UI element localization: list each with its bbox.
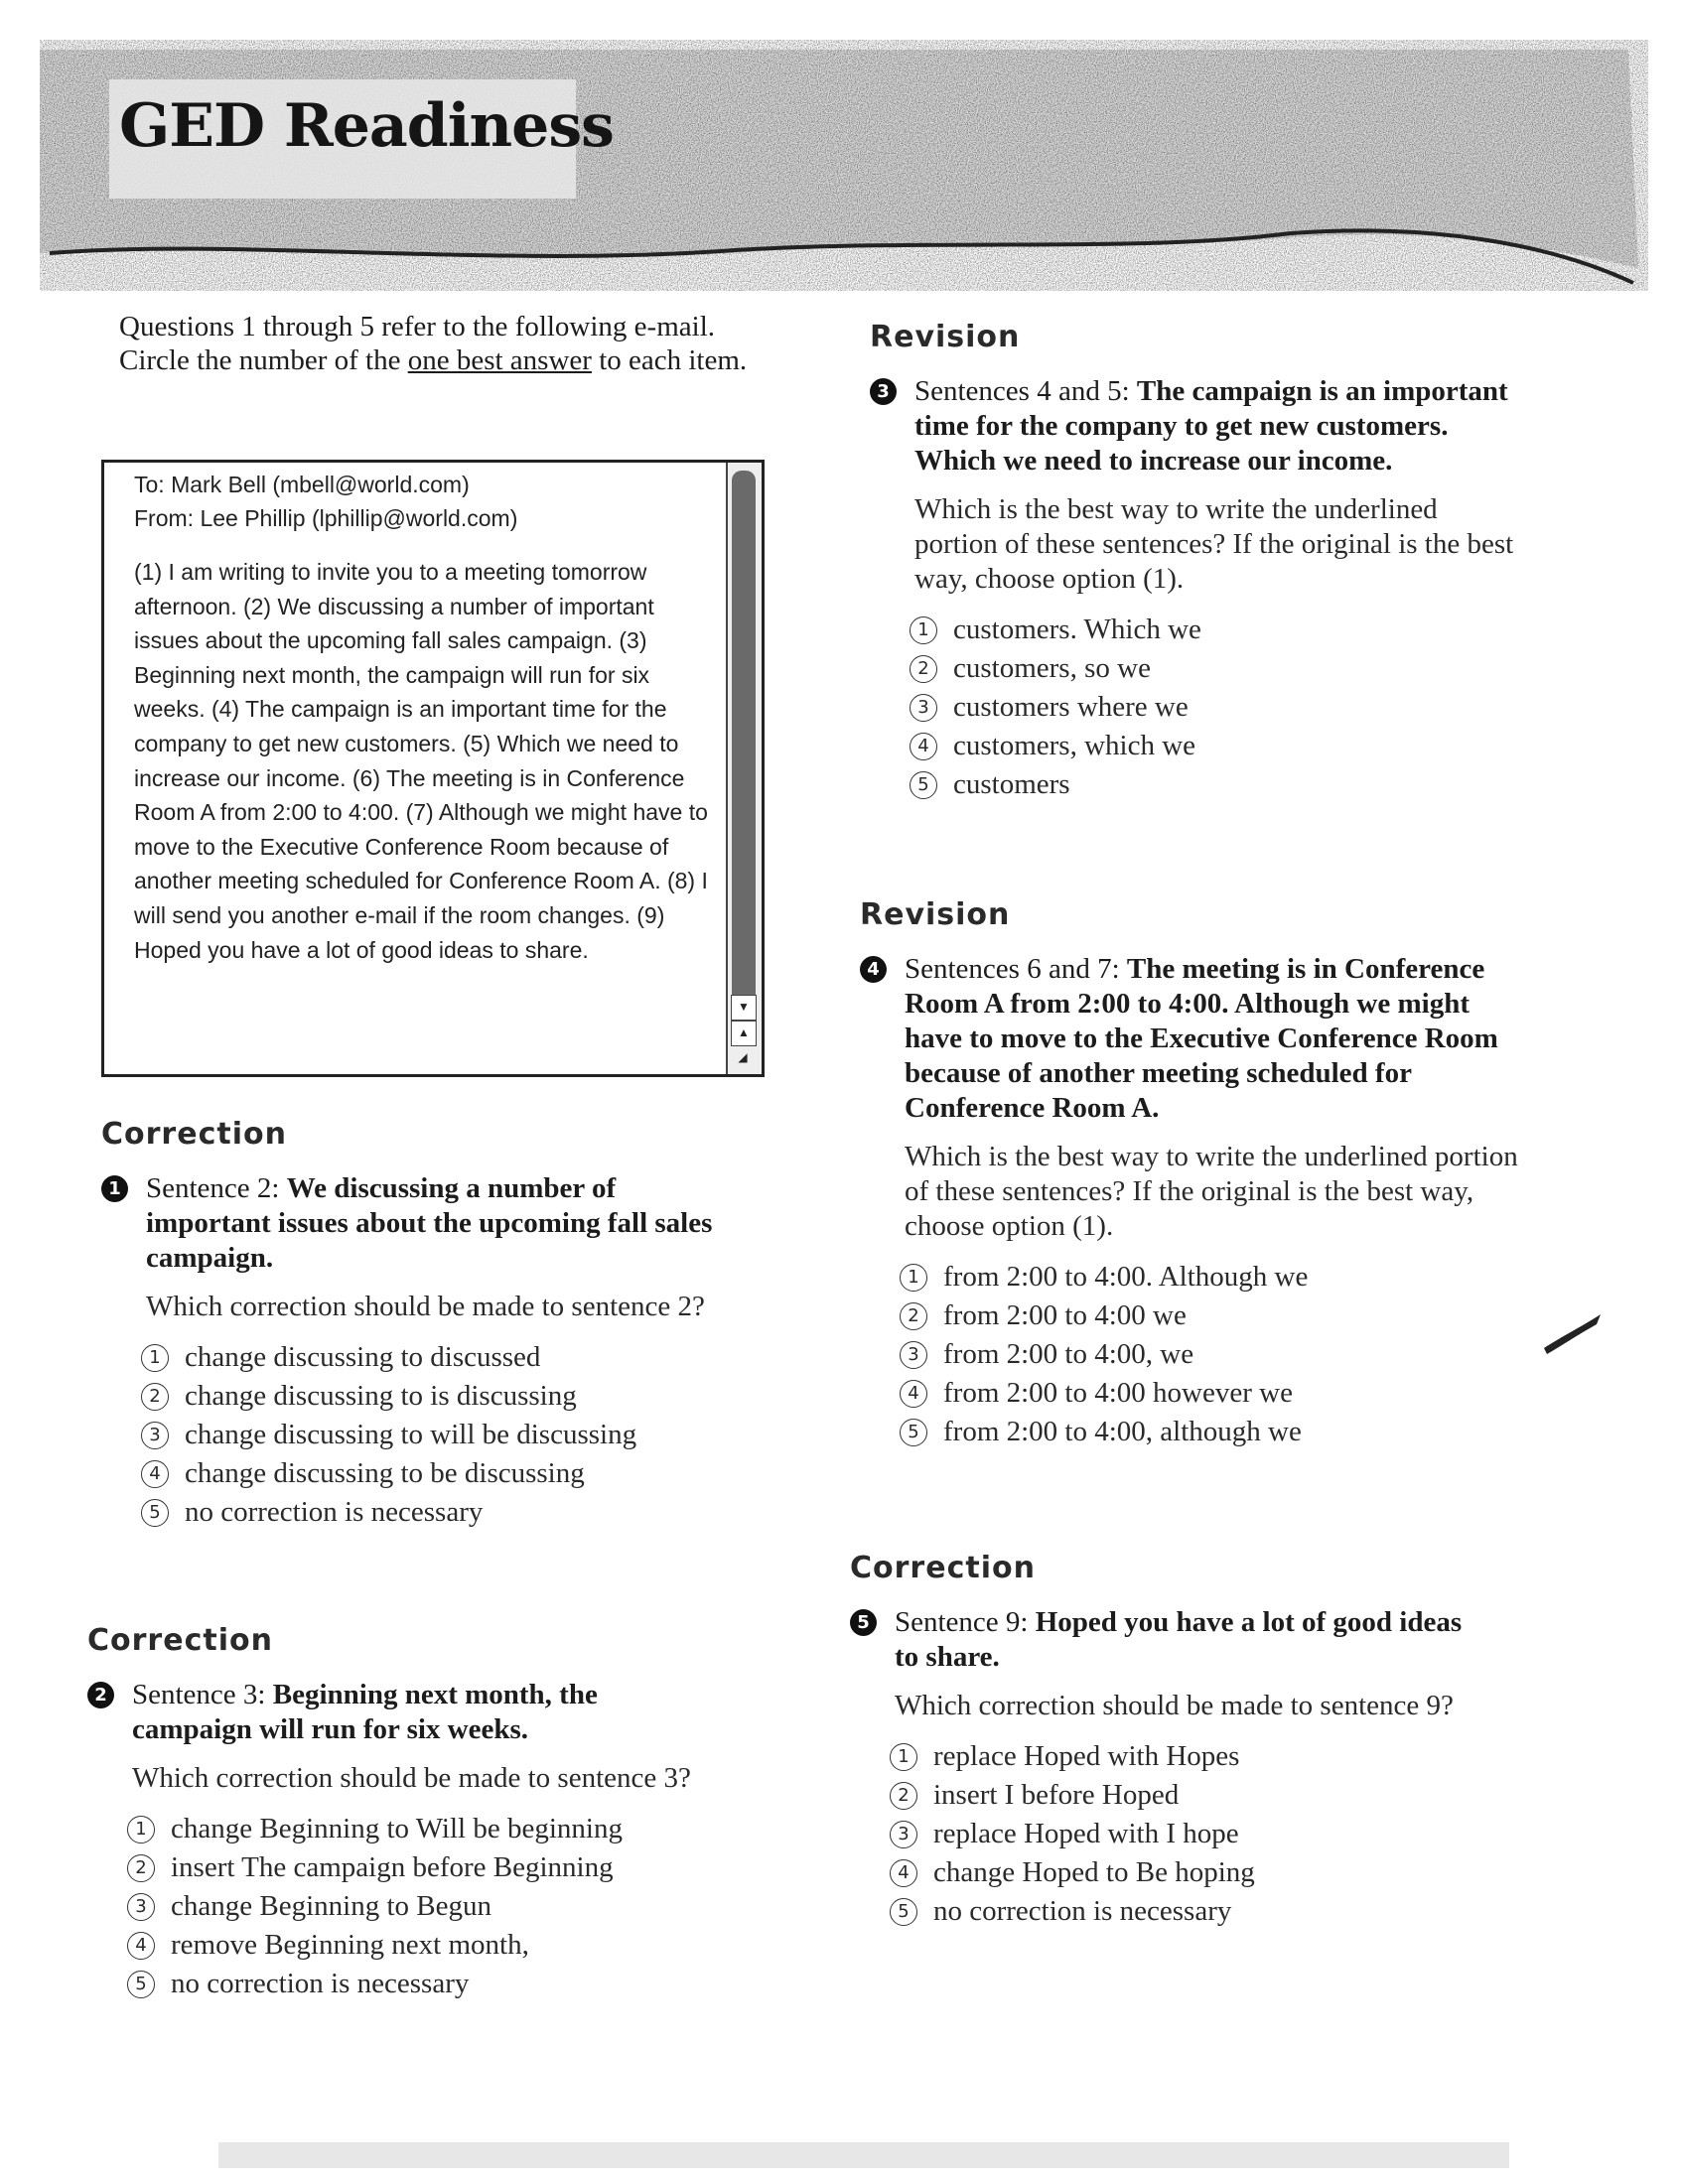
answer-option-2[interactable] [127, 1848, 723, 1887]
scroll-up-icon[interactable]: ▲ [731, 1021, 757, 1046]
option-number: 2 [890, 1782, 917, 1810]
option-number: 5 [900, 1419, 927, 1446]
email-window [101, 460, 765, 1077]
option-text: from 2:00 to 4:00 we [943, 1299, 1187, 1331]
option-number: 5 [910, 771, 937, 799]
option-number: 4 [900, 1380, 927, 1408]
option-number: 3 [141, 1422, 169, 1449]
option-text: customers, so we [953, 652, 1151, 684]
intro-part2: to each item. [591, 344, 748, 376]
stem-label: Sentences 4 and 5: [914, 375, 1137, 407]
answer-option-1[interactable] [910, 611, 1525, 649]
header-banner [40, 40, 1648, 298]
question-stem [101, 1171, 737, 1276]
answer-options [127, 1810, 723, 2003]
scroll-down-icon[interactable]: ▼ [731, 995, 757, 1021]
intro-part1: Questions 1 through 5 refer to the following e-mail. Circle the number of the [119, 311, 716, 376]
option-text: customers where we [953, 691, 1189, 723]
answer-option-2[interactable] [890, 1776, 1485, 1815]
question-stem [870, 374, 1525, 478]
stem-label: Sentence 3: [132, 1679, 273, 1710]
question-1 [101, 1117, 737, 1532]
option-text: customers [953, 768, 1070, 800]
answer-option-4[interactable] [141, 1454, 737, 1493]
option-number: 2 [141, 1383, 169, 1411]
question-number: 3 [870, 378, 897, 405]
answer-option-5[interactable] [900, 1413, 1525, 1451]
question-number: 1 [101, 1175, 128, 1202]
option-number: 1 [900, 1264, 927, 1292]
question-5 [850, 1551, 1485, 1931]
page-title: GED Readiness [119, 91, 614, 161]
option-number: 3 [900, 1341, 927, 1369]
option-number: 5 [141, 1499, 169, 1527]
question-number: 5 [850, 1609, 877, 1636]
option-text: change Hoped to Be hoping [933, 1856, 1255, 1888]
ink-smudge [1539, 1300, 1609, 1360]
answer-option-3[interactable] [890, 1815, 1485, 1853]
question-instruction: Which correction should be made to sentence 9? [895, 1690, 1454, 1721]
answer-option-4[interactable] [127, 1926, 723, 1965]
question-heading: Revision [860, 897, 1011, 932]
option-number: 4 [127, 1932, 155, 1960]
option-text: customers, which we [953, 730, 1196, 761]
answer-options [900, 1258, 1525, 1451]
email-body: (1) I am writing to invite you to a meeting tomorrow afternoon. (2) We discussing a number of important issues about the upcoming fall sales campaign. (3) Beginning next month, the campaign will run for six weeks. (4) The campaign is an important time for the company to get new customers. (5) Which we need to increase our income. (6) The meeting is in Conference Room A from 2:00 to 4:00. (7) Although we might have to move to the Executive Conference Room because of another meeting scheduled for Conference Room A. (8) I will send you another e-mail if the room changes. (9) Hoped you have a lot of good ideas to share. [134, 559, 708, 963]
option-text: replace Hoped with I hope [933, 1818, 1239, 1849]
resize-grip-icon[interactable]: ◢ [738, 1050, 748, 1064]
answer-option-4[interactable] [900, 1374, 1525, 1413]
option-text: from 2:00 to 4:00, although we [943, 1416, 1302, 1447]
option-text: change Beginning to Begun [171, 1890, 491, 1922]
answer-option-4[interactable] [910, 727, 1525, 765]
stem-sentence: Beginning next month, the campaign will run for six weeks. [132, 1679, 598, 1745]
option-number: 2 [127, 1854, 155, 1882]
question-heading: Correction [87, 1623, 273, 1658]
question-stem [860, 952, 1525, 1126]
question-number: 4 [860, 956, 887, 983]
stem-sentence: The meeting is in Conference Room A from 2:00 to 4:00. Although we might have to move to the Executive Conference Room because of another meeting scheduled for Conference Room A. [905, 953, 1498, 1124]
answer-options [890, 1737, 1485, 1931]
answer-option-5[interactable] [910, 765, 1525, 804]
question-instruction: Which correction should be made to sentence 2? [146, 1291, 705, 1322]
option-text: insert The campaign before Beginning [171, 1851, 614, 1883]
option-text: insert I before Hoped [933, 1779, 1180, 1811]
answer-option-5[interactable] [127, 1965, 723, 2003]
option-number: 3 [127, 1893, 155, 1921]
answer-option-5[interactable] [141, 1493, 737, 1532]
option-number: 2 [900, 1302, 927, 1330]
intro-underline: one best answer [407, 344, 592, 376]
option-text: customers. Which we [953, 614, 1201, 645]
question-instruction: Which is the best way to write the underlined portion of these sentences? If the original is the best way, choose option (1). [905, 1141, 1518, 1242]
option-text: change Beginning to Will be beginning [171, 1813, 623, 1844]
question-heading: Correction [850, 1551, 1036, 1585]
answer-option-1[interactable] [900, 1258, 1525, 1297]
option-text: change discussing to will be discussing [185, 1419, 637, 1450]
answer-option-2[interactable] [141, 1377, 737, 1416]
option-text: from 2:00 to 4:00 however we [943, 1377, 1293, 1409]
answer-option-3[interactable] [127, 1887, 723, 1926]
stem-sentence: The campaign is an important time for the company to get new customers. Which we need to increase our income. [914, 375, 1508, 477]
question-stem [850, 1605, 1485, 1675]
bottom-scan-noise [218, 2134, 1509, 2174]
email-scrollbar[interactable] [726, 463, 762, 1074]
question-2 [87, 1623, 723, 2003]
option-text: from 2:00 to 4:00, we [943, 1338, 1194, 1370]
question-number: 2 [87, 1682, 114, 1708]
option-number: 2 [910, 655, 937, 683]
email-to: To: Mark Bell (mbell@world.com) [134, 472, 470, 497]
answer-option-3[interactable] [141, 1416, 737, 1454]
option-number: 5 [890, 1898, 917, 1926]
intro-text [119, 310, 755, 377]
answer-option-1[interactable] [890, 1737, 1485, 1776]
option-number: 3 [910, 694, 937, 722]
option-number: 4 [890, 1859, 917, 1887]
email-from: From: Lee Phillip (lphillip@world.com) [134, 505, 518, 531]
option-number: 1 [890, 1743, 917, 1771]
answer-options [141, 1338, 737, 1532]
question-heading: Revision [870, 320, 1021, 354]
option-text: change discussing to is discussing [185, 1380, 577, 1412]
option-number: 1 [910, 616, 937, 644]
answer-option-1[interactable] [127, 1810, 723, 1848]
question-instruction: Which is the best way to write the underlined portion of these sentences? If the original is the best way, choose option (1). [914, 493, 1514, 595]
option-number: 1 [141, 1344, 169, 1372]
question-3 [870, 320, 1525, 804]
question-stem [87, 1678, 723, 1747]
answer-option-5[interactable] [890, 1892, 1485, 1931]
option-text: replace Hoped with Hopes [933, 1740, 1240, 1772]
stem-label: Sentence 9: [895, 1606, 1036, 1638]
option-text: no correction is necessary [933, 1895, 1232, 1927]
option-number: 5 [127, 1971, 155, 1998]
option-number: 4 [141, 1460, 169, 1488]
answer-option-3[interactable] [900, 1335, 1525, 1374]
option-text: from 2:00 to 4:00. Although we [943, 1261, 1309, 1293]
scrollbar-thumb[interactable] [732, 471, 756, 1007]
option-text: no correction is necessary [185, 1496, 484, 1528]
answer-option-1[interactable] [141, 1338, 737, 1377]
answer-option-2[interactable] [910, 649, 1525, 688]
option-number: 4 [910, 733, 937, 760]
stem-sentence: Hoped you have a lot of good ideas to share. [895, 1606, 1463, 1673]
option-text: no correction is necessary [171, 1968, 470, 1999]
option-number: 1 [127, 1816, 155, 1843]
option-text: change discussing to be discussing [185, 1457, 585, 1489]
answer-option-4[interactable] [890, 1853, 1485, 1892]
answer-options [910, 611, 1525, 804]
option-text: remove Beginning next month, [171, 1929, 529, 1961]
option-number: 3 [890, 1821, 917, 1848]
question-heading: Correction [101, 1117, 287, 1152]
answer-option-3[interactable] [910, 688, 1525, 727]
stem-sentence: We discussing a number of important issues about the upcoming fall sales campaign. [146, 1172, 713, 1274]
question-4 [860, 897, 1525, 1451]
stem-label: Sentences 6 and 7: [905, 953, 1127, 985]
answer-option-2[interactable] [900, 1297, 1525, 1335]
option-text: change discussing to discussed [185, 1341, 541, 1373]
question-instruction: Which correction should be made to sentence 3? [132, 1762, 691, 1794]
stem-label: Sentence 2: [146, 1172, 287, 1204]
